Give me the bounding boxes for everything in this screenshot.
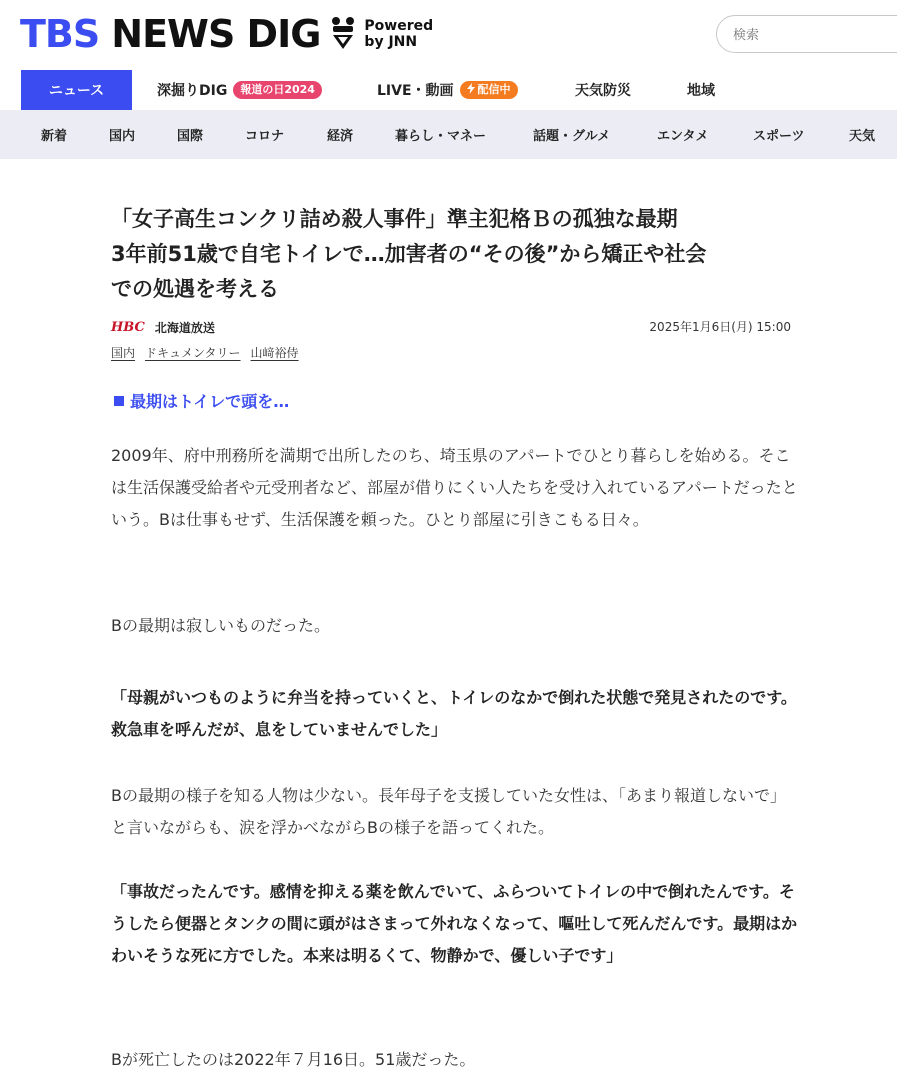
category-nav: [0, 110, 897, 159]
nav-item-region[interactable]: [687, 70, 715, 110]
hbc-logo: HBC: [111, 319, 145, 335]
article-tags: [111, 344, 309, 362]
tbs-bear-icon: [330, 16, 356, 52]
live-badge: [460, 81, 518, 99]
tag-link[interactable]: ドキュメンタリー: [145, 346, 241, 360]
nav-item-region-label: 地域: [687, 83, 715, 99]
category-item-domestic[interactable]: 国内: [109, 129, 136, 144]
hodo-no-hi-badge: 報道の日2024: [233, 81, 322, 99]
nav-item-live-video[interactable]: [377, 70, 518, 110]
site-logo[interactable]: [20, 12, 433, 56]
article-title-line1: 「女子高生コンクリ詰め殺人事件」準主犯格Ｂの孤独な最期: [111, 207, 678, 231]
nav-item-fukabori-dig[interactable]: [157, 70, 322, 110]
category-item-sports[interactable]: スポーツ: [753, 129, 805, 144]
category-item-weather[interactable]: 天気: [849, 129, 876, 144]
logo-news-dig: NEWS DIG: [111, 12, 321, 56]
article-title-line3: での処遇を考える: [111, 277, 279, 301]
category-item-corona[interactable]: コロナ: [245, 129, 285, 144]
tag-link[interactable]: 国内: [111, 346, 136, 360]
article-title: [111, 202, 801, 307]
section-heading-text: 最期はトイレで頭を…: [130, 392, 290, 411]
logo-powered-by: [364, 18, 433, 50]
article-title-line2: 3年前51歳で自宅トイレで…加害者の“その後”から矯正や社会: [111, 242, 707, 266]
live-badge-label: 配信中: [477, 83, 511, 96]
logo-tbs: TBS: [20, 12, 100, 56]
category-item-latest[interactable]: 新着: [41, 129, 68, 144]
search-input[interactable]: [733, 25, 893, 45]
category-item-international[interactable]: 国際: [177, 129, 204, 144]
nav-item-weather-disaster[interactable]: [575, 70, 631, 110]
article-quote: 「事故だったんです。感情を抑える薬を飲んでいて、ふらついてトイレの中で倒れたんです。そうしたら便器とタンクの間に頭がはさまって外れなくなって、嘔吐して死んだんです。最期はかわいそうな死に方でした。本来は明るくて、物静かで、優しい子です」: [111, 882, 798, 965]
article-paragraph: Bの最期は寂しいものだった。: [111, 616, 330, 635]
article-quote: 「母親がいつものように弁当を持っていくと、トイレのなかで倒れた状態で発見されたのです。救急車を呼んだが、息をしていませんでした」: [111, 688, 797, 739]
section-heading: [114, 390, 289, 414]
article-paragraph: 2009年、府中刑務所を満期で出所したのち、埼玉県のアパートでひとり暮らしを始める。そこは生活保護受給者や元受刑者など、部屋が借りにくい人たちを受け入れているアパートだったという。Bは仕事もせず、生活保護を頼った。ひとり部屋に引きこもる日々。: [111, 446, 798, 529]
nav-item-weather-label: 天気防災: [575, 83, 631, 99]
article-paragraph: Bが死亡したのは2022年７月16日。51歳だった。: [111, 1050, 476, 1069]
nav-item-live-label: LIVE・動画: [377, 83, 454, 99]
main-nav: [0, 70, 897, 110]
square-bullet-icon: [114, 396, 124, 406]
site-header: [0, 0, 897, 70]
nav-item-news-label: ニュース: [48, 83, 105, 99]
category-item-topics-gourmet[interactable]: 話題・グルメ: [533, 129, 611, 144]
category-item-economy[interactable]: 経済: [327, 129, 354, 144]
article-paragraph: Bの最期の様子を知る人物は少ない。長年母子を支援していた女性は、「あまり報道しないで」と言いながらも、涙を浮かべながらBの様子を語ってくれた。: [111, 786, 786, 837]
category-item-entertainment[interactable]: エンタメ: [657, 129, 709, 144]
lightning-icon: [467, 83, 475, 94]
source-name: 北海道放送: [154, 320, 215, 335]
article-source[interactable]: [111, 318, 215, 336]
tag-link[interactable]: 山﨑裕侍: [250, 346, 299, 360]
logo-powered-line1: Powered: [364, 18, 434, 34]
nav-item-news[interactable]: [21, 70, 132, 110]
logo-powered-line2: by JNN: [364, 34, 418, 50]
publish-date: 2025年1月6日(月) 15:00: [649, 320, 791, 334]
search-box[interactable]: [716, 15, 897, 53]
nav-item-fukabori-label: 深掘りDIG: [157, 83, 228, 99]
category-item-life-money[interactable]: 暮らし・マネー: [395, 129, 487, 144]
